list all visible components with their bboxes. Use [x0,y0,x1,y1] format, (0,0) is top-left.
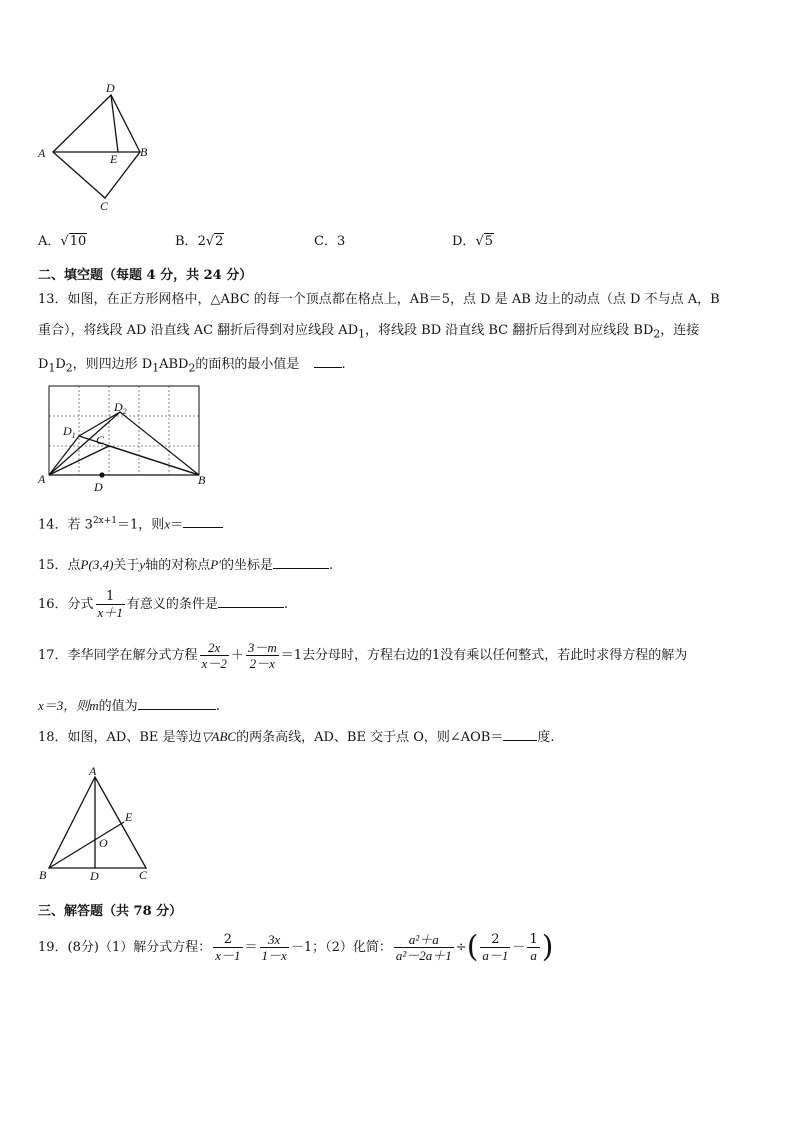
q19: 19．(8分)（1）解分式方程： $\frac{2}{x-1}$ ＝ $\frac{3x}{1-x}$ －1；（2）化简： $\frac{\text{a²＋a}}{\text{a²－2a＋1}}$ ÷( $\frac{2}{a-1}$ － $\frac{1}{a}$ ) [38,929,554,965]
q15: 15．点P(3,4)关于y轴的对称点P′的坐标是 . [38,557,334,573]
fig12-label-e: E [110,152,118,166]
fig18-label-o: O [99,836,108,850]
fig13-label-b: B [198,473,206,487]
option-a: A．√10 [38,234,87,249]
q13-line1: 13．如图，在正方形网格中，△ABC 的每一个顶点都在格点上，AB＝5，点 D 是 AB 边上的动点（点 D 不与点 A，B [38,292,720,307]
q18: 18．如图，AD、BE 是等边▽ABC的两条高线，AD、BE 交于点 O，则∠AOB＝ 度. [38,729,555,745]
q17-line1: 17．李华同学在解分式方程 $\frac{2x}{x-2}$ ＋ $\frac{3-m}{2-x}$ ＝1去分母时，方程右边的1没有乘以任何整式，若此时求得方程的解为 [38,640,688,671]
option-c: C．3 [314,234,346,249]
fig13-label-d: D [94,480,103,494]
fig18-label-c: C [139,868,148,882]
q14: 14．若 $3^{2x+1}=1$，则x＝ [38,512,223,534]
q13-line3: $D_1D_2$，则四边形 $D_1ABD_2$的面积的最小值是 . [38,357,346,375]
option-b: B．2√2 [175,234,224,249]
fig13-label-d2: $D_2$ [114,400,127,416]
fig18-label-b: B [39,868,47,882]
fig12-label-b: B [140,145,148,159]
option-d: D．√5 [452,234,494,249]
q13-line2: 重合），将线段 AD 沿直线 AC 翻折后得到对应线段 $AD_1$，将线段 BD 沿直线 BC 翻折后得到对应线段 $BD_2$，连接 [38,323,700,341]
fig12-label-d: D [106,81,115,95]
fig18-label-e: E [125,810,133,824]
fig18-label-a: A [89,764,97,778]
fig13-label-d1: $D_1$ [63,424,76,440]
q17-line2: x＝3，则m的值为 . [38,698,220,714]
fig18-label-d: D [90,869,99,883]
q16: 16．分式 $\frac{1}{x+1}$ 有意义的条件是 . [38,589,288,620]
section-title-solve: 三、解答题（共 78 分） [38,904,183,919]
fig12-label-a: A [38,146,46,160]
fig13-label-c: C [96,433,105,447]
fig13-label-a: A [38,472,46,486]
section-title-fill-blank: 二、填空题（每题 4 分，共 24 分） [38,268,253,283]
fig12-label-c: C [100,199,109,213]
